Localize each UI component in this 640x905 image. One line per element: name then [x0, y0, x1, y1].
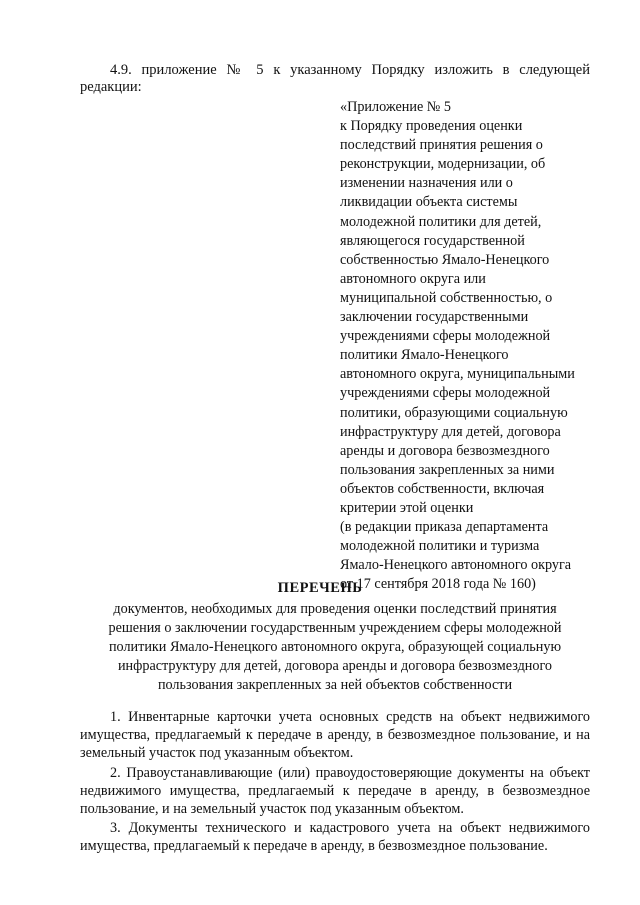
- annex-line: критерии этой оценки: [340, 499, 474, 516]
- annex-line: политики, образующими социальную: [340, 404, 568, 421]
- amendment-intro-line-1: 4.9. приложение № 5 к указанному Порядку изложить в следующей: [110, 62, 590, 78]
- annex-line: «Приложение № 5: [340, 99, 451, 115]
- annex-line: ликвидации объекта системы: [340, 194, 518, 211]
- subtitle-line: пользования закрепленных за ней объектов собственности: [157, 677, 513, 693]
- annex-line: реконструкции, модернизации, об: [340, 156, 546, 173]
- annex-line: политики Ямало-Ненецкого: [340, 347, 509, 364]
- annex-line: аренды и договора безвозмездного: [340, 442, 550, 459]
- subtitle-line: инфраструктуру для детей, договора аренды и договора безвозмездного: [117, 658, 553, 674]
- annex-line: автономного округа, муниципальными: [340, 366, 575, 383]
- amendment-intro: [80, 62, 590, 96]
- documents-list: [80, 708, 590, 857]
- annex-line: учреждениями сферы молодежной: [340, 328, 551, 345]
- subtitle-line: решения о заключении государственным учреждением сферы молодежной: [108, 620, 562, 636]
- annex-line: молодежной политики и туризма: [340, 538, 540, 555]
- annex-line: последствий принятия решения о: [340, 137, 543, 154]
- annex-line: учреждениями сферы молодежной: [340, 385, 551, 402]
- annex-line: изменении назначения или о: [340, 175, 513, 192]
- list-subtitle: [80, 600, 590, 695]
- list-item: 2. Правоустанавливающие (или) правоудостоверяющие документы на объект недвижимого имущества, предлагаемый к передаче в аренду, в безвозмездное пользование, и на земельный участок под указанным объектом.: [80, 764, 590, 818]
- annex-line: от 17 сентября 2018 года № 160): [340, 576, 536, 593]
- annex-line: объектов собственности, включая: [340, 480, 545, 497]
- annex-line: заключении государственными: [340, 309, 529, 326]
- annex-line: (в редакции приказа департамента: [340, 519, 549, 536]
- annex-line: к Порядку проведения оценки: [340, 118, 523, 135]
- annex-line: пользования закрепленных за ними: [340, 461, 555, 478]
- annex-line: являющегося государственной: [340, 232, 525, 249]
- subtitle-line: политики Ямало-Ненецкого автономного округа, образующей социальную: [108, 639, 562, 655]
- annex-line: инфраструктуру для детей, договора: [340, 423, 561, 440]
- list-item: 1. Инвентарные карточки учета основных средств на объект недвижимого имущества, предлагаемый к передаче в аренду, в безвозмездное пользование, и на земельный участок под указанным объектом.: [80, 709, 590, 762]
- annex-header-block: [340, 98, 602, 594]
- annex-line: автономного округа или: [340, 270, 486, 287]
- annex-line: молодежной политики для детей,: [340, 213, 542, 230]
- list-title: ПЕРЕЧЕНЬ: [277, 580, 363, 596]
- annex-line: Ямало-Ненецкого автономного округа: [340, 557, 572, 574]
- annex-line: муниципальной собственностью, о: [340, 289, 553, 306]
- amendment-intro-line-2: редакции:: [80, 79, 142, 95]
- list-item: 3. Документы технического и кадастрового учета на объект недвижимого имущества, предлагаемый к передаче в аренду, в безвозмездное пользование.: [80, 820, 590, 855]
- annex-line: собственностью Ямало-Ненецкого: [340, 251, 550, 268]
- subtitle-line: документов, необходимых для проведения оценки последствий принятия: [113, 601, 557, 617]
